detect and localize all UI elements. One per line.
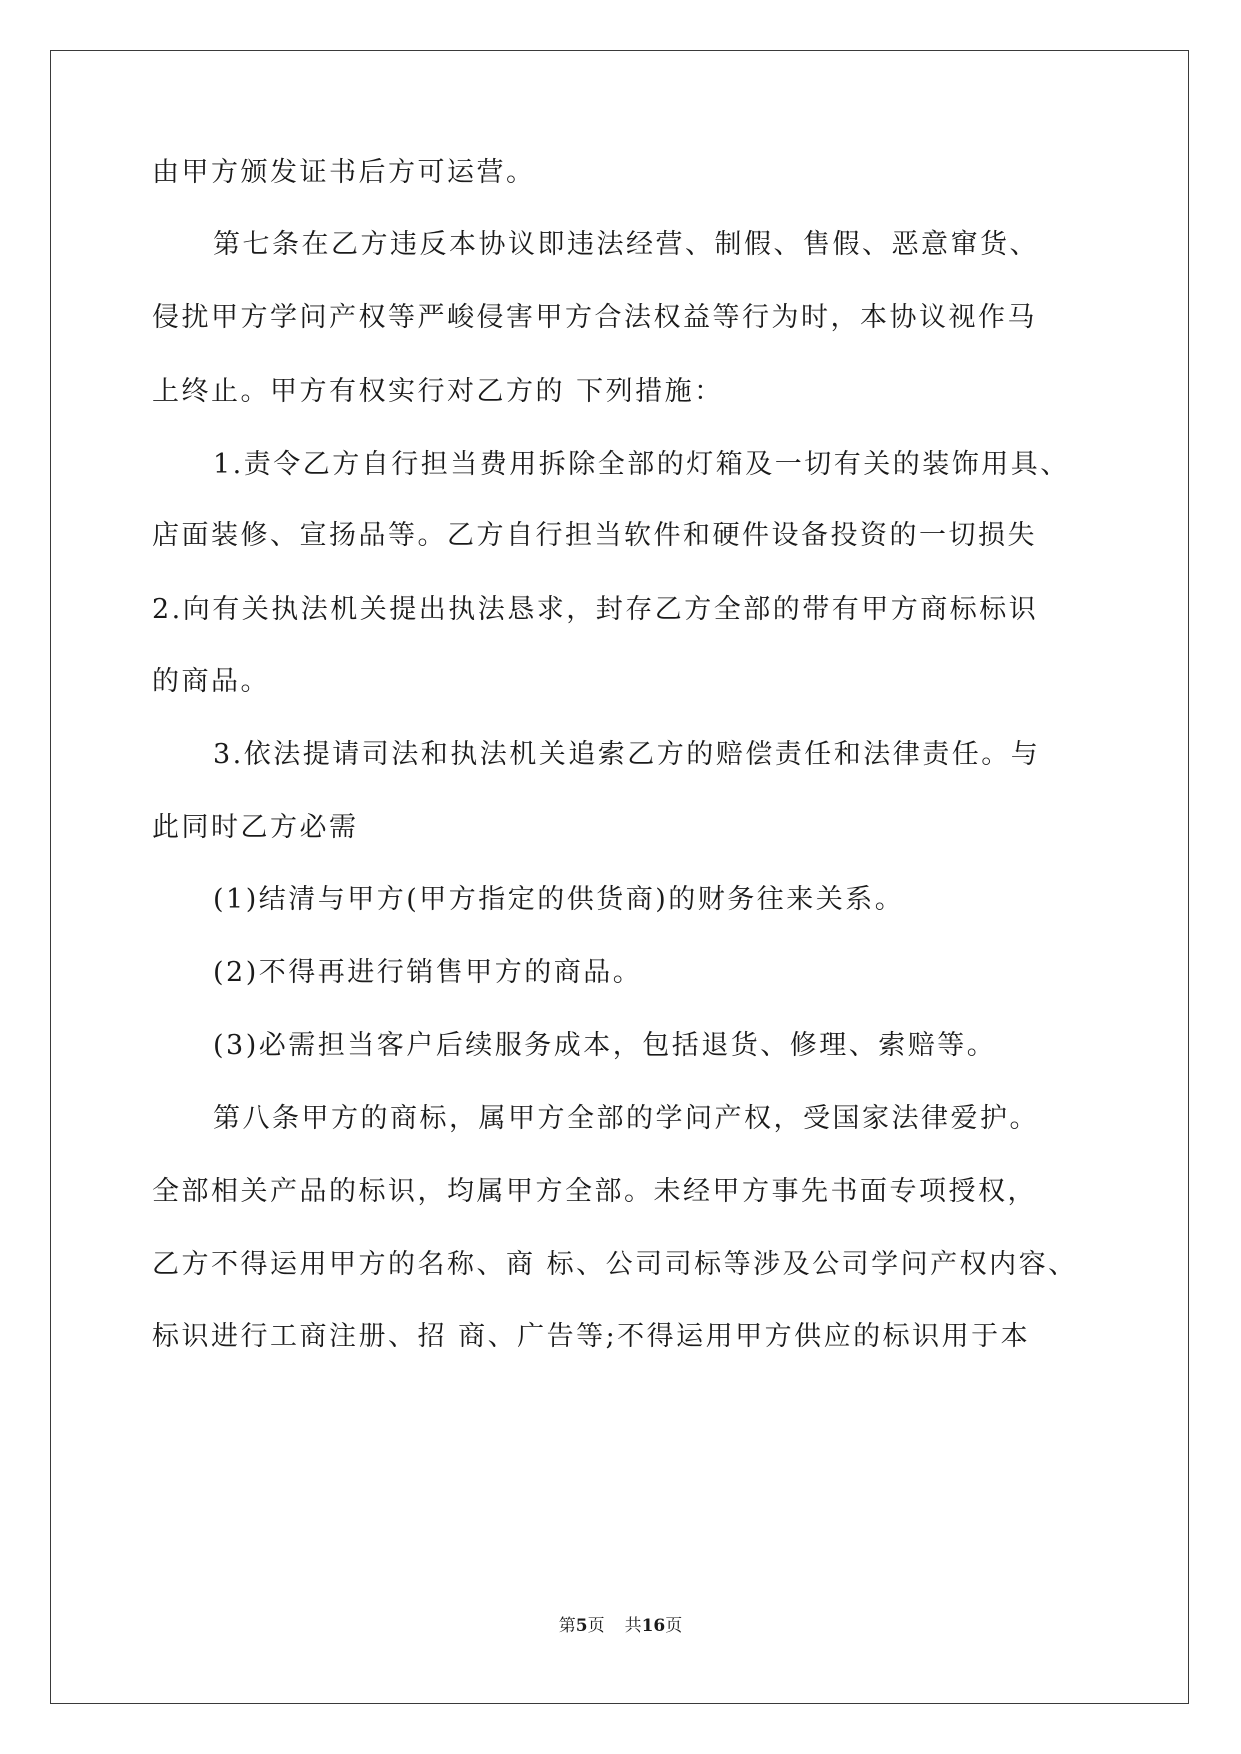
text-line: 由甲方颁发证书后方可运营。	[152, 157, 536, 188]
page-suffix: 页	[587, 1616, 605, 1636]
page-prefix: 第	[558, 1616, 576, 1636]
text-line: 2.向有关执法机关提出执法恳求，封存乙方全部的带有甲方商标标识	[152, 594, 1039, 625]
total-prefix: 共	[624, 1616, 642, 1636]
text-line: 1.责令乙方自行担当费用拆除全部的灯箱及一切有关的装饰用具、	[213, 449, 1070, 480]
page-footer	[0, 1618, 1241, 1635]
text-line: 标识进行工商注册、招 商、广告等;不得运用甲方供应的标识用于本	[152, 1321, 1031, 1352]
text-line: 乙方不得运用甲方的名称、商 标、公司司标等涉及公司学问产权内容、	[152, 1249, 1078, 1280]
text-line: 此同时乙方必需	[152, 812, 359, 843]
text-line: 的商品。	[152, 666, 270, 697]
total-suffix: 页	[665, 1616, 683, 1636]
text-line: (2)不得再进行销售甲方的商品。	[213, 957, 643, 988]
text-line: 上终止。甲方有权实行对乙方的 下列措施：	[152, 376, 724, 407]
text-line: (1)结清与甲方(甲方指定的供货商)的财务往来关系。	[213, 884, 905, 915]
text-line: (3)必需担当客户后续服务成本，包括退货、修理、索赔等。	[213, 1030, 997, 1061]
page-border	[50, 50, 1189, 1704]
page-current: 5	[575, 1616, 588, 1636]
text-line: 店面装修、宣扬品等。乙方自行担当软件和硬件设备投资的一切损失	[152, 520, 1037, 551]
text-line: 第七条在乙方违反本协议即违法经营、制假、售假、恶意窜货、	[213, 229, 1039, 260]
page-total: 16	[641, 1616, 666, 1636]
text-line: 3.依法提请司法和执法机关追索乙方的赔偿责任和法律责任。与	[213, 739, 1041, 770]
text-line: 全部相关产品的标识，均属甲方全部。未经甲方事先书面专项授权，	[152, 1176, 1037, 1207]
text-line: 第八条甲方的商标，属甲方全部的学问产权，受国家法律爱护。	[213, 1103, 1039, 1134]
text-line: 侵扰甲方学问产权等严峻侵害甲方合法权益等行为时，本协议视作马	[152, 302, 1037, 333]
